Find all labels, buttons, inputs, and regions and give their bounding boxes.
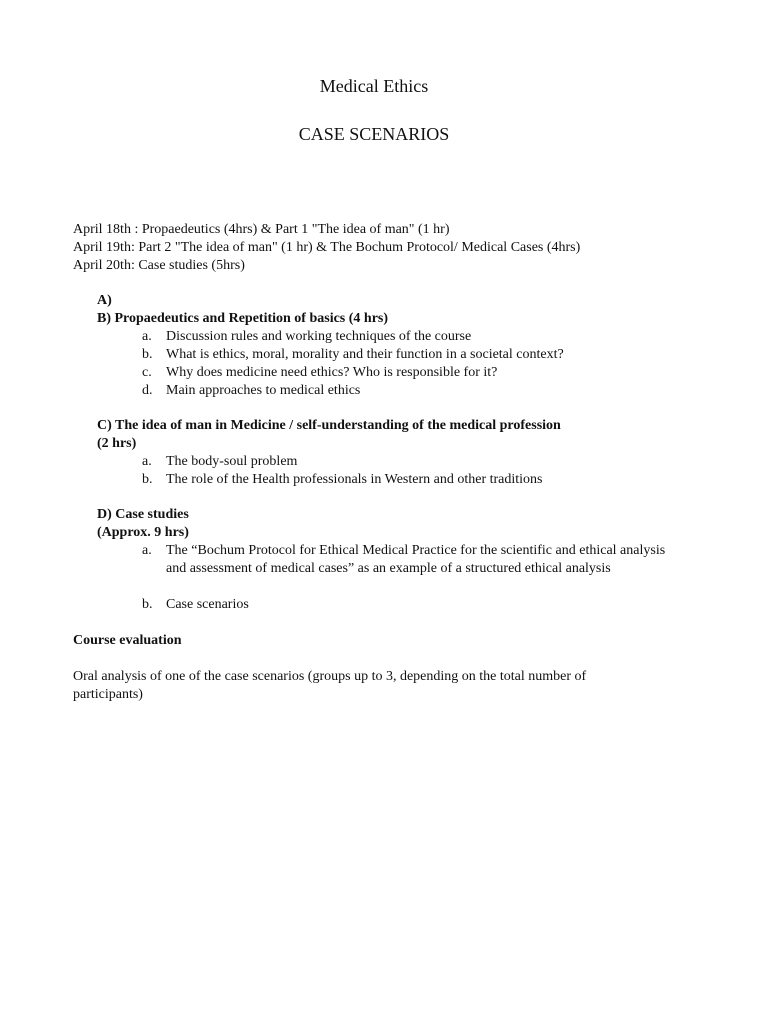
list-item (142, 453, 297, 471)
section-c-duration: (2 hrs) (97, 436, 137, 451)
section-d-heading: D) Case studies (97, 507, 189, 522)
list-item (142, 364, 497, 382)
list-item (142, 542, 166, 560)
list-item (142, 382, 360, 400)
list-item-text: Main approaches to medical ethics (166, 383, 361, 398)
list-item-text: The role of the Health professionals in Western and other traditions (166, 472, 543, 487)
list-marker: a. (142, 543, 152, 558)
document-subtitle: CASE SCENARIOS (298, 124, 450, 144)
section-b-heading: B) Propaedeutics and Repetition of basics (4 hrs) (97, 311, 389, 326)
list-item (142, 471, 543, 489)
schedule-line: April 20th: Case studies (5hrs) (73, 258, 245, 273)
list-item (142, 328, 471, 346)
schedule-line: April 19th: Part 2 "The idea of man" (1 hr) & The Bochum Protocol/ Medical Cases (4hrs) (73, 240, 581, 255)
list-marker: b. (142, 597, 153, 612)
section-a-heading: A) (97, 293, 112, 308)
list-marker: a. (142, 454, 152, 469)
list-item-text: Why does medicine need ethics? Who is responsible for it? (166, 365, 498, 380)
evaluation-text: Oral analysis of one of the case scenarios (groups up to 3, depending on the total number of (73, 669, 587, 684)
schedule-line: April 18th : Propaedeutics (4hrs) & Part 1 "The idea of man" (1 hr) (73, 222, 450, 237)
list-item (142, 596, 249, 614)
list-item (142, 346, 564, 364)
list-marker: d. (142, 383, 153, 398)
evaluation-text: participants) (73, 687, 143, 702)
list-marker: c. (142, 365, 152, 380)
list-item-text: Discussion rules and working techniques of the course (166, 329, 472, 344)
list-marker: b. (142, 347, 153, 362)
list-item-text: What is ethics, moral, morality and their function in a societal context? (166, 347, 564, 362)
list-item-text: The “Bochum Protocol for Ethical Medical Practice for the scientific and ethical analysis and assessment of medical cases” as an example of a structured ethical analysis (166, 543, 666, 576)
list-marker: a. (142, 329, 152, 344)
section-c-heading: C) The idea of man in Medicine / self-understanding of the medical profession (97, 418, 561, 433)
evaluation-heading: Course evaluation (73, 633, 182, 648)
list-item-text: Case scenarios (166, 597, 249, 612)
section-d-duration: (Approx. 9 hrs) (97, 525, 189, 540)
document-title: Medical Ethics (319, 76, 429, 96)
list-marker: b. (142, 472, 153, 487)
list-item-text: The body-soul problem (166, 454, 298, 469)
